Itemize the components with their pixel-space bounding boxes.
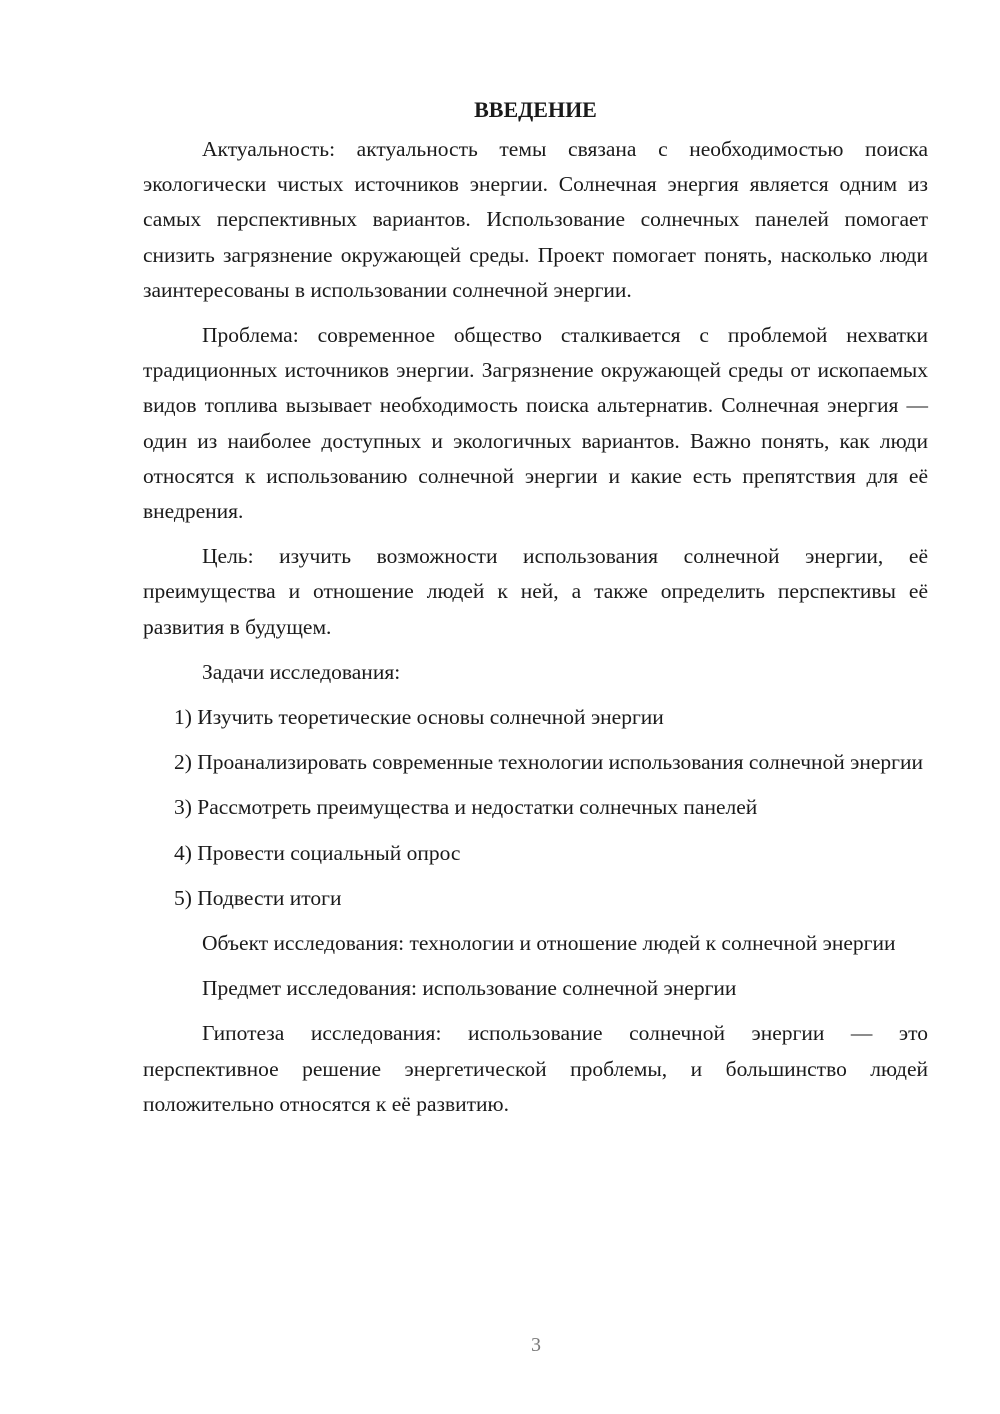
paragraph-relevance: Актуальность: актуальность темы связана с необходимостью поиска экологически чистых источников энергии. Солнечная энергия является одним из самых перспективных вариантов. Использование солнечных панелей помогает снизить загрязнение окружающей среды. Проект помогает понять, насколько люди заинтересованы в использовании солнечной энергии. [143, 137, 928, 302]
document-page [143, 92, 928, 1132]
paragraph-object: Объект исследования: технологии и отношение людей к солнечной энергии [202, 931, 896, 956]
paragraph-problem: Проблема: современное общество сталкивается с проблемой нехватки традиционных источников энергии. Загрязнение окружающей среды от ископаемых видов топлива вызывает необходимость поиска альтернатив. Солнечная энергия — один из наиболее доступных и экологичных вариантов. Важно понять, как люди относятся к использованию солнечной энергии и какие есть препятствия для её внедрения. [143, 323, 928, 524]
task-item: 5) Подвести итоги [174, 885, 342, 910]
task-item: 1) Изучить теоретические основы солнечной энергии [174, 705, 664, 730]
page-number: 3 [531, 1334, 541, 1356]
paragraph-subject: Предмет исследования: использование солнечной энергии [202, 976, 737, 1001]
paragraph-goal: Цель: изучить возможности использования солнечной энергии, её преимущества и отношение людей к ней, а также определить перспективы её развития в будущем. [143, 544, 928, 639]
task-item: 2) Проанализировать современные технологии использования солнечной энергии [174, 750, 923, 775]
paragraph-hypothesis: Гипотеза исследования: использование солнечной энергии — это перспективное решение энергетической проблемы, и большинство людей положительно относятся к её развитию. [143, 1021, 928, 1116]
tasks-heading: Задачи исследования: [202, 659, 401, 684]
section-title: ВВЕДЕНИЕ [474, 97, 597, 122]
task-item: 4) Провести социальный опрос [174, 840, 461, 865]
task-item: 3) Рассмотреть преимущества и недостатки солнечных панелей [174, 795, 758, 820]
